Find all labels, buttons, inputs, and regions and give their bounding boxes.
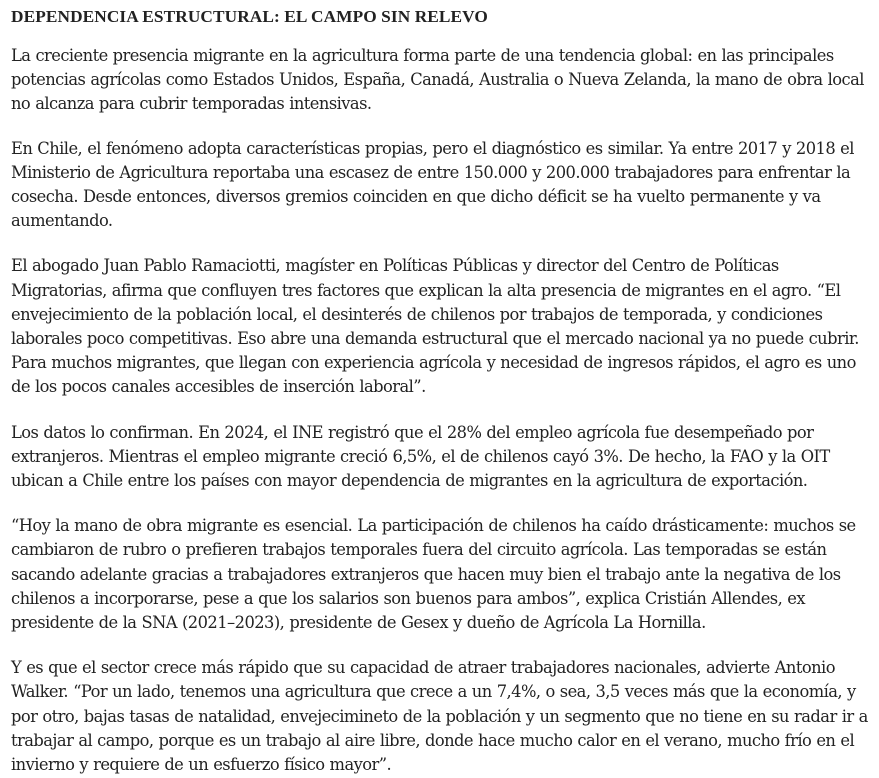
paragraph-chile-shortage: En Chile, el fenómeno adopta características propias, pero el diagnóstico es similar. Ya entre 2017 y 2018 el Ministerio de Agricultura reportaba una escasez de entre 150.000 y 200.000 trabajadores para enfrentar la cosecha. Desde entonces, diversos gremios coinciden en que dicho déficit se ha vuelto permanente y va aumentando.	[11, 138, 854, 231]
section-heading: DEPENDENCIA ESTRUCTURAL: EL CAMPO SIN RELEVO	[11, 7, 488, 26]
paragraph-allendes-quote: “Hoy la mano de obra migrante es esencial. La participación de chilenos ha caído drásticamente: muchos se cambiaron de rubro o prefieren trabajos temporales fuera del circuito agrícola. Las temporadas se están sacando adelante gracias a trabajadores extranjeros que hacen muy bien el trabajo ante la negativa de los chilenos a incorporarse, pese a que los salarios son buenos para ambos”, explica Cristián Allendes, ex presidente de la SNA (2021–2023), presidente de Gesex y dueño de Agrícola La Hornilla.	[11, 516, 856, 633]
paragraph-walker-quote: Y es que el sector crece más rápido que su capacidad de atraer trabajadores nacionales, advierte Antonio Walker. “Por un lado, tenemos una agricultura que crece a un 7,4%, o sea, 3,5 veces más que la economía, y por otro, bajas tasas de natalidad, envejecimineto de la población y un segmento que no tiene en su radar ir a trabajar al campo, porque es un trabajo al aire libre, donde hace mucho calor en el verano, mucho frío en el invierno y requiere de un esfuerzo físico mayor”.	[11, 658, 868, 775]
paragraph-ramaciotti-quote: El abogado Juan Pablo Ramaciotti, magíster en Políticas Públicas y director del Centro de Políticas Migratorias, afirma que confluyen tres factores que explican la alta presencia de migrantes en el agro. “El envejecimiento de la población local, el desinterés de chilenos por trabajos de temporada, y condiciones laborales poco competitivas. Eso abre una demanda estructural que el mercado nacional ya no puede cubrir. Para muchos migrantes, que llegan con experiencia agrícola y necesidad de ingresos rápidos, el agro es uno de los pocos canales accesibles de inserción laboral”.	[11, 256, 859, 397]
article-body	[11, 0, 873, 777]
paragraph-global-trend: La creciente presencia migrante en la agricultura forma parte de una tendencia global: en las principales potencias agrícolas como Estados Unidos, España, Canadá, Australia o Nueva Zelanda, la mano de obra local no alcanza para cubrir temporadas intensivas.	[11, 46, 864, 114]
paragraph-ine-data: Los datos lo confirman. En 2024, el INE registró que el 28% del empleo agrícola fue desempeñado por extranjeros. Mientras el empleo migrante creció 6,5%, el de chilenos cayó 3%. De hecho, la FAO y la OIT ubican a Chile entre los países con mayor dependencia de migrantes en la agricultura de exportación.	[11, 422, 830, 491]
